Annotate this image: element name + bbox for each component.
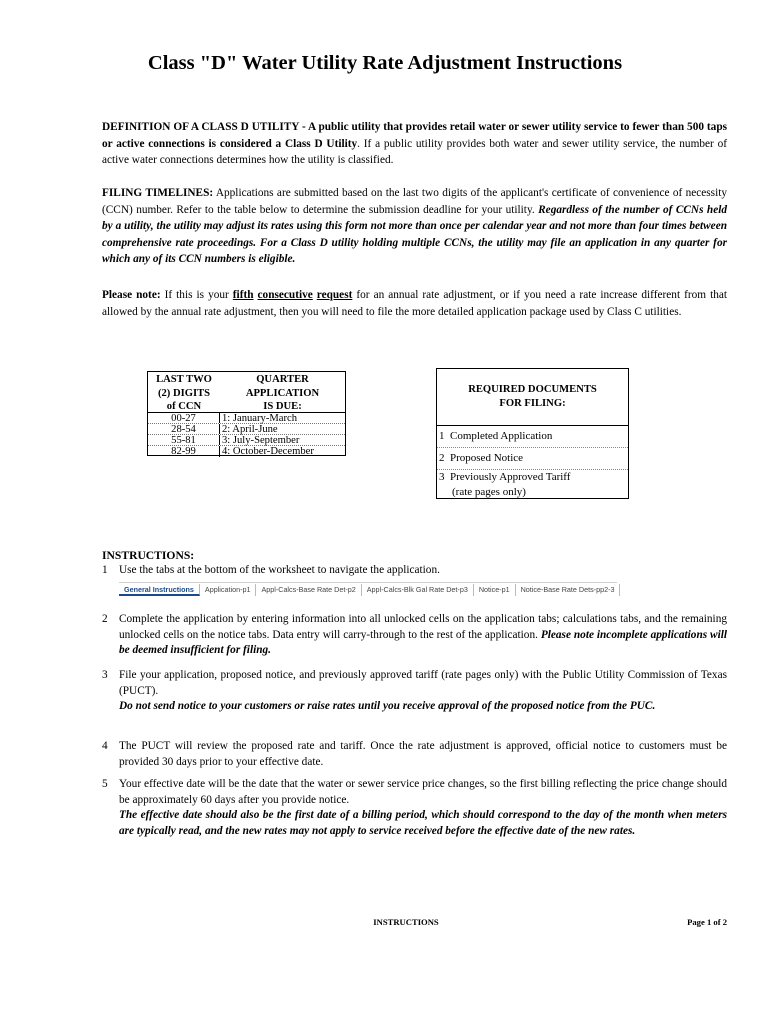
note-text-2: for an annual rate adjustment, or if you need a rate increase different from that allowed by the annual rate adjustment, then you will need to file the more detailed application package used by Class C utilities. bbox=[102, 289, 728, 318]
step-number: 1 bbox=[102, 564, 108, 576]
ccn-digits-cell: 55-81 bbox=[148, 435, 220, 445]
tab-application-p1[interactable]: Application-p1 bbox=[200, 584, 257, 596]
filing-label: FILING TIMELINES: bbox=[102, 187, 214, 199]
note-text-1: If this is your bbox=[160, 289, 233, 301]
step-text: Use the tabs at the bottom of the worksheet to navigate the application. bbox=[119, 564, 440, 576]
note-consecutive: consecutive bbox=[257, 289, 313, 301]
step-text: The PUCT will review the proposed rate and tariff. Once the rate adjustment is approved, official notice to customers must be provided 30 days prior to your effective date. bbox=[119, 740, 727, 768]
required-doc-number: 2 bbox=[439, 452, 445, 464]
step-text: Complete the application by entering information into all unlocked cells on the application tabs; calculations tabs, and the remaining unlocked cells on the notice tabs. Data entry will carry-through to the rest of the application. bbox=[119, 613, 727, 641]
instruction-step bbox=[102, 739, 727, 770]
step-number: 5 bbox=[102, 778, 108, 790]
required-doc-text: Previously Approved Tariff bbox=[450, 471, 571, 483]
ccn-table-header bbox=[148, 372, 345, 412]
quarter-cell: 2: April-June bbox=[222, 424, 278, 435]
ccn-digits-cell: 28-54 bbox=[148, 424, 220, 434]
required-doc-item bbox=[437, 425, 628, 447]
step-number: 3 bbox=[102, 669, 108, 681]
instruction-step bbox=[102, 668, 727, 715]
required-doc-number: 3 bbox=[439, 471, 445, 483]
ccn-table-body bbox=[148, 412, 345, 457]
step-number: 4 bbox=[102, 740, 108, 752]
required-doc-number: 1 bbox=[439, 430, 445, 442]
step-emphasis: Do not send notice to your customers or raise rates until you receive approval of the proposed notice from the PUC. bbox=[119, 700, 656, 712]
table-row bbox=[148, 435, 345, 446]
required-doc-text: Proposed Notice bbox=[450, 452, 524, 464]
note-request: request bbox=[316, 289, 353, 301]
ccn-header-quarter-line: APPLICATION bbox=[245, 387, 320, 399]
instruction-step bbox=[102, 777, 727, 839]
step-emphasis: Please note incomplete applications will be deemed insufficient for filing. bbox=[119, 628, 727, 656]
ccn-header-digits-line: of CCN bbox=[166, 401, 202, 412]
ccn-header-digits-line: LAST TWO bbox=[156, 374, 212, 385]
footer-label: INSTRUCTIONS bbox=[373, 917, 439, 927]
instructions-heading: INSTRUCTIONS: bbox=[102, 549, 195, 562]
step-emphasis: The effective date should also be the first date of a billing period, which should correspond to the day of the month when meters are typically read, and the new rates may not apply to service received before the effective date of the new rates. bbox=[119, 809, 727, 837]
tab-notice-base-rate-dets[interactable]: Notice-Base Rate Dets-pp2-3 bbox=[516, 584, 621, 596]
ccn-header-quarter-line: QUARTER bbox=[256, 374, 309, 385]
required-doc-item bbox=[437, 447, 628, 469]
step-body bbox=[119, 612, 727, 659]
step-text: File your application, proposed notice, and previously approved tariff (rate pages only) with the Public Utility Commission of Texas (PUCT). bbox=[119, 669, 727, 697]
required-documents-header-line: FOR FILING: bbox=[499, 397, 566, 409]
filing-text: Applications are submitted based on the last two digits of the applicant's certificate of convenience of necessity (CCN) number. Refer to the table below to determine the submission deadline for your utility. bbox=[102, 187, 727, 216]
filing-emphasis: Regardless of the number of CCNs held by a utility, the utility may adjust its rates using this form not more than once per calendar year and not more than four times between comprehensive rate proceedings. For a Class D utility holding multiple CCNs, the utility may file an application in any quarter for which any of its CCN numbers is eligible. bbox=[102, 203, 727, 265]
ccn-header-quarter bbox=[220, 372, 345, 412]
page-title: Class "D" Water Utility Rate Adjustment Instructions bbox=[147, 52, 623, 74]
ccn-digits-cell: 00-27 bbox=[148, 413, 220, 423]
tab-appl-calcs-base-rate[interactable]: Appl-Calcs-Base Rate Det-p2 bbox=[256, 584, 361, 596]
step-number: 2 bbox=[102, 613, 108, 625]
instruction-step bbox=[102, 612, 727, 659]
table-row bbox=[148, 446, 345, 457]
required-doc-item bbox=[437, 469, 628, 502]
required-doc-subtext: (rate pages only) bbox=[452, 486, 526, 498]
required-doc-text: Completed Application bbox=[450, 430, 553, 442]
table-row bbox=[148, 424, 345, 435]
tab-appl-calcs-blk-gal[interactable]: Appl-Calcs-Blk Gal Rate Det-p3 bbox=[362, 584, 474, 596]
quarter-cell: 1: January-March bbox=[222, 413, 298, 424]
step-body bbox=[119, 777, 727, 839]
quarter-cell: 4: October-December bbox=[222, 446, 314, 457]
ccn-quarter-table bbox=[147, 371, 346, 456]
definition-paragraph bbox=[102, 119, 727, 169]
note-fifth: fifth bbox=[232, 289, 254, 301]
definition-bold: DEFINITION OF A CLASS D UTILITY - A public utility that provides retail water or sewer utility service to fewer than 500 taps or active connections is considered a Class D Utility bbox=[102, 121, 727, 150]
tab-general-instructions[interactable]: General Instructions bbox=[119, 584, 200, 596]
definition-text: . If a public utility provides both water and sewer utility service, the number of active water connections determines how the utility is classified. bbox=[102, 137, 727, 166]
page-number: Page 1 of 2 bbox=[687, 917, 727, 927]
quarter-cell: 3: July-September bbox=[222, 435, 300, 446]
note-label: Please note: bbox=[102, 289, 161, 301]
required-documents-header-line: REQUIRED DOCUMENTS bbox=[468, 384, 597, 395]
ccn-header-quarter-line: IS DUE: bbox=[263, 401, 302, 412]
required-documents-table bbox=[436, 368, 629, 499]
ccn-header-digits-line: (2) DIGITS bbox=[157, 387, 211, 399]
worksheet-tabs bbox=[119, 582, 617, 596]
tab-notice-p1[interactable]: Notice-p1 bbox=[474, 584, 516, 596]
table-row bbox=[148, 413, 345, 424]
required-documents-header bbox=[437, 369, 628, 425]
please-note-paragraph bbox=[102, 287, 727, 320]
step-body bbox=[119, 668, 727, 715]
instruction-step bbox=[102, 563, 727, 579]
ccn-digits-cell: 82-99 bbox=[148, 446, 220, 457]
filing-timelines-paragraph bbox=[102, 185, 727, 268]
step-text: Your effective date will be the date that the water or sewer service price changes, so the first billing reflecting the price change should be approximately 60 days after you provide notice. bbox=[119, 778, 727, 806]
ccn-header-digits bbox=[148, 372, 220, 412]
